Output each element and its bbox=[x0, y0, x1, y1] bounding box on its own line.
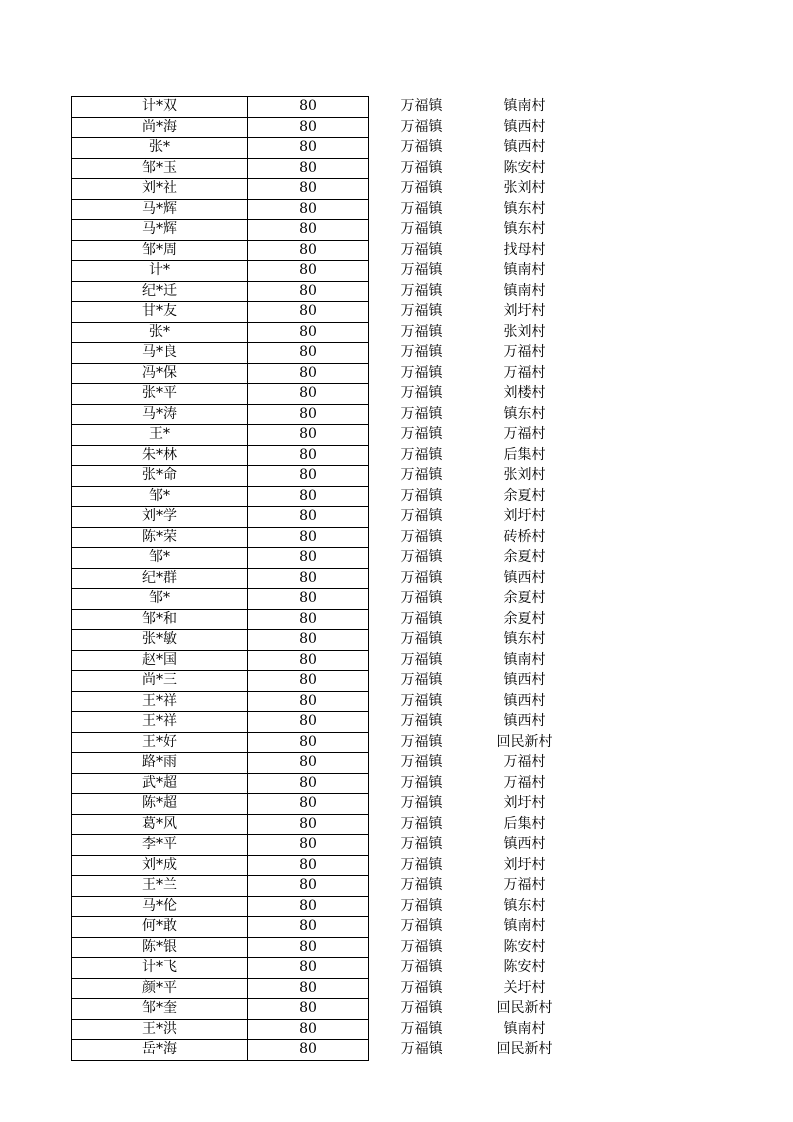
amount-cell: 80 bbox=[248, 281, 369, 302]
name-cell: 马*伦 bbox=[72, 896, 248, 917]
town-cell: 万福镇 bbox=[400, 241, 443, 258]
village-cell: 余夏村 bbox=[503, 590, 546, 606]
name-cell: 邹*奎 bbox=[72, 999, 248, 1020]
village-cell: 陈安村 bbox=[503, 938, 546, 955]
table-row bbox=[72, 261, 575, 282]
village-cell: 镇西村 bbox=[503, 836, 546, 852]
amount-cell: 80 bbox=[248, 302, 369, 323]
table-row bbox=[72, 876, 575, 897]
town-cell: 万福镇 bbox=[400, 610, 443, 627]
name-cell: 纪*迁 bbox=[72, 281, 248, 302]
village-cell: 张刘村 bbox=[503, 467, 546, 483]
village-cell: 镇南村 bbox=[503, 1020, 546, 1037]
amount-cell: 80 bbox=[248, 322, 369, 343]
village-cell: 关圩村 bbox=[503, 979, 546, 996]
amount-cell: 80 bbox=[248, 773, 369, 794]
town-cell: 万福镇 bbox=[400, 1000, 443, 1016]
amount-cell: 80 bbox=[248, 507, 369, 528]
amount-cell: 80 bbox=[248, 363, 369, 384]
amount-cell: 80 bbox=[248, 1019, 369, 1040]
amount-cell: 80 bbox=[248, 568, 369, 589]
village-cell: 找母村 bbox=[503, 241, 546, 258]
subsidy-table bbox=[71, 96, 575, 1061]
name-cell: 王*祥 bbox=[72, 691, 248, 712]
village-cell: 镇南村 bbox=[503, 262, 546, 278]
table-row bbox=[72, 814, 575, 835]
name-cell: 张*平 bbox=[72, 384, 248, 405]
town-cell: 万福镇 bbox=[400, 426, 443, 442]
town-cell: 万福镇 bbox=[400, 303, 443, 319]
village-cell: 刘圩村 bbox=[503, 303, 546, 319]
village-cell: 镇西村 bbox=[503, 569, 546, 586]
town-cell: 万福镇 bbox=[400, 836, 443, 852]
name-cell: 朱*林 bbox=[72, 445, 248, 466]
name-cell: 张*命 bbox=[72, 466, 248, 487]
table-row bbox=[72, 220, 575, 241]
amount-cell: 80 bbox=[248, 876, 369, 897]
village-cell: 后集村 bbox=[503, 815, 546, 832]
town-cell: 万福镇 bbox=[400, 446, 443, 463]
name-cell: 纪*群 bbox=[72, 568, 248, 589]
amount-cell: 80 bbox=[248, 404, 369, 425]
village-cell: 万福村 bbox=[503, 877, 546, 893]
amount-cell: 80 bbox=[248, 794, 369, 815]
town-cell: 万福镇 bbox=[400, 344, 443, 360]
town-cell: 万福镇 bbox=[400, 405, 443, 422]
name-cell: 邹* bbox=[72, 548, 248, 569]
village-cell: 张刘村 bbox=[503, 323, 546, 340]
village-cell: 镇西村 bbox=[503, 139, 546, 155]
amount-cell: 80 bbox=[248, 896, 369, 917]
table-row bbox=[72, 97, 575, 118]
table-row bbox=[72, 158, 575, 179]
town-cell: 万福镇 bbox=[400, 815, 443, 832]
name-cell: 王*祥 bbox=[72, 712, 248, 733]
town-cell: 万福镇 bbox=[400, 651, 443, 668]
name-cell: 路*雨 bbox=[72, 753, 248, 774]
town-cell: 万福镇 bbox=[400, 364, 443, 381]
table-row bbox=[72, 896, 575, 917]
town-cell: 万福镇 bbox=[400, 467, 443, 483]
table-row bbox=[72, 958, 575, 979]
table-row bbox=[72, 691, 575, 712]
town-cell: 万福镇 bbox=[400, 692, 443, 709]
town-cell: 万福镇 bbox=[400, 385, 443, 401]
name-cell: 马*涛 bbox=[72, 404, 248, 425]
table-row bbox=[72, 732, 575, 753]
name-cell: 尚*三 bbox=[72, 671, 248, 692]
amount-cell: 80 bbox=[248, 958, 369, 979]
village-cell: 万福村 bbox=[503, 774, 546, 791]
town-cell: 万福镇 bbox=[400, 959, 443, 975]
amount-cell: 80 bbox=[248, 630, 369, 651]
village-cell: 余夏村 bbox=[503, 487, 546, 504]
town-cell: 万福镇 bbox=[400, 221, 443, 237]
name-cell: 计*双 bbox=[72, 97, 248, 118]
town-cell: 万福镇 bbox=[400, 877, 443, 893]
town-cell: 万福镇 bbox=[400, 856, 443, 873]
table-row bbox=[72, 855, 575, 876]
village-cell: 刘圩村 bbox=[503, 795, 546, 811]
amount-cell: 80 bbox=[248, 609, 369, 630]
town-cell: 万福镇 bbox=[400, 590, 443, 606]
town-cell: 万福镇 bbox=[400, 795, 443, 811]
amount-cell: 80 bbox=[248, 199, 369, 220]
name-cell: 邹*周 bbox=[72, 240, 248, 261]
table-row bbox=[72, 978, 575, 999]
table-row bbox=[72, 466, 575, 487]
town-cell: 万福镇 bbox=[400, 262, 443, 278]
village-cell: 砖桥村 bbox=[503, 528, 546, 545]
table-row bbox=[72, 527, 575, 548]
table-row bbox=[72, 568, 575, 589]
amount-cell: 80 bbox=[248, 466, 369, 487]
village-cell: 镇西村 bbox=[503, 713, 546, 729]
village-cell: 镇东村 bbox=[503, 405, 546, 422]
amount-cell: 80 bbox=[248, 671, 369, 692]
table-row bbox=[72, 281, 575, 302]
village-cell: 镇东村 bbox=[503, 631, 546, 647]
name-cell: 岳*海 bbox=[72, 1040, 248, 1061]
table-row bbox=[72, 835, 575, 856]
village-cell: 刘楼村 bbox=[503, 385, 546, 401]
amount-cell: 80 bbox=[248, 117, 369, 138]
table-row bbox=[72, 712, 575, 733]
village-cell: 镇南村 bbox=[503, 918, 546, 934]
amount-cell: 80 bbox=[248, 548, 369, 569]
name-cell: 刘*社 bbox=[72, 179, 248, 200]
village-cell: 镇南村 bbox=[503, 98, 546, 114]
amount-cell: 80 bbox=[248, 1040, 369, 1061]
village-cell: 镇东村 bbox=[503, 221, 546, 237]
table-row bbox=[72, 486, 575, 507]
name-cell: 计* bbox=[72, 261, 248, 282]
name-cell: 王*好 bbox=[72, 732, 248, 753]
table-row bbox=[72, 404, 575, 425]
name-cell: 陈*超 bbox=[72, 794, 248, 815]
town-cell: 万福镇 bbox=[400, 733, 443, 750]
village-cell: 陈安村 bbox=[503, 159, 546, 176]
name-cell: 王*兰 bbox=[72, 876, 248, 897]
name-cell: 陈*银 bbox=[72, 937, 248, 958]
village-cell: 镇西村 bbox=[503, 692, 546, 709]
village-cell: 余夏村 bbox=[503, 549, 546, 565]
village-cell: 刘圩村 bbox=[503, 508, 546, 524]
table-row bbox=[72, 650, 575, 671]
table-row bbox=[72, 343, 575, 364]
village-cell: 镇西村 bbox=[503, 118, 546, 135]
name-cell: 马*辉 bbox=[72, 220, 248, 241]
town-cell: 万福镇 bbox=[400, 549, 443, 565]
name-cell: 尚*海 bbox=[72, 117, 248, 138]
table-row bbox=[72, 138, 575, 159]
amount-cell: 80 bbox=[248, 937, 369, 958]
spreadsheet-page bbox=[71, 96, 575, 1061]
name-cell: 甘*友 bbox=[72, 302, 248, 323]
name-cell: 武*超 bbox=[72, 773, 248, 794]
town-cell: 万福镇 bbox=[400, 569, 443, 586]
amount-cell: 80 bbox=[248, 978, 369, 999]
name-cell: 马*良 bbox=[72, 343, 248, 364]
name-cell: 赵*国 bbox=[72, 650, 248, 671]
town-cell: 万福镇 bbox=[400, 180, 443, 196]
amount-cell: 80 bbox=[248, 425, 369, 446]
village-cell: 镇南村 bbox=[503, 282, 546, 299]
table-row bbox=[72, 1019, 575, 1040]
village-cell: 回民新村 bbox=[496, 1000, 553, 1016]
table-row bbox=[72, 507, 575, 528]
village-cell: 万福村 bbox=[503, 364, 546, 381]
town-cell: 万福镇 bbox=[400, 139, 443, 155]
table-row bbox=[72, 917, 575, 938]
table-row bbox=[72, 425, 575, 446]
village-cell: 后集村 bbox=[503, 446, 546, 463]
name-cell: 计*飞 bbox=[72, 958, 248, 979]
name-cell: 马*辉 bbox=[72, 199, 248, 220]
name-cell: 刘*成 bbox=[72, 855, 248, 876]
amount-cell: 80 bbox=[248, 753, 369, 774]
town-cell: 万福镇 bbox=[400, 159, 443, 176]
amount-cell: 80 bbox=[248, 343, 369, 364]
village-cell: 万福村 bbox=[503, 344, 546, 360]
table-row bbox=[72, 302, 575, 323]
name-cell: 何*敢 bbox=[72, 917, 248, 938]
amount-cell: 80 bbox=[248, 691, 369, 712]
name-cell: 张* bbox=[72, 322, 248, 343]
table-row bbox=[72, 999, 575, 1020]
name-cell: 邹*玉 bbox=[72, 158, 248, 179]
town-cell: 万福镇 bbox=[400, 487, 443, 504]
village-cell: 万福村 bbox=[503, 754, 546, 770]
name-cell: 李*平 bbox=[72, 835, 248, 856]
village-cell: 万福村 bbox=[503, 426, 546, 442]
name-cell: 张* bbox=[72, 138, 248, 159]
amount-cell: 80 bbox=[248, 445, 369, 466]
table-row bbox=[72, 179, 575, 200]
amount-cell: 80 bbox=[248, 589, 369, 610]
name-cell: 张*敏 bbox=[72, 630, 248, 651]
table-row bbox=[72, 937, 575, 958]
village-cell: 陈安村 bbox=[503, 959, 546, 975]
table-row bbox=[72, 630, 575, 651]
amount-cell: 80 bbox=[248, 999, 369, 1020]
table-row bbox=[72, 548, 575, 569]
table-row bbox=[72, 240, 575, 261]
name-cell: 邹*和 bbox=[72, 609, 248, 630]
village-cell: 镇东村 bbox=[503, 897, 546, 914]
name-cell: 邹* bbox=[72, 589, 248, 610]
amount-cell: 80 bbox=[248, 138, 369, 159]
amount-cell: 80 bbox=[248, 97, 369, 118]
table-row bbox=[72, 363, 575, 384]
town-cell: 万福镇 bbox=[400, 1041, 443, 1057]
name-cell: 王* bbox=[72, 425, 248, 446]
name-cell: 刘*学 bbox=[72, 507, 248, 528]
amount-cell: 80 bbox=[248, 486, 369, 507]
amount-cell: 80 bbox=[248, 261, 369, 282]
name-cell: 颜*平 bbox=[72, 978, 248, 999]
amount-cell: 80 bbox=[248, 732, 369, 753]
table-row bbox=[72, 1040, 575, 1061]
amount-cell: 80 bbox=[248, 855, 369, 876]
village-cell: 余夏村 bbox=[503, 610, 546, 627]
town-cell: 万福镇 bbox=[400, 979, 443, 996]
village-cell: 镇东村 bbox=[503, 200, 546, 217]
table-row bbox=[72, 322, 575, 343]
town-cell: 万福镇 bbox=[400, 918, 443, 934]
town-cell: 万福镇 bbox=[400, 282, 443, 299]
village-cell: 刘圩村 bbox=[503, 856, 546, 873]
name-cell: 冯*保 bbox=[72, 363, 248, 384]
name-cell: 王*洪 bbox=[72, 1019, 248, 1040]
town-cell: 万福镇 bbox=[400, 200, 443, 217]
town-cell: 万福镇 bbox=[400, 118, 443, 135]
amount-cell: 80 bbox=[248, 240, 369, 261]
village-cell: 回民新村 bbox=[496, 1041, 553, 1057]
table-row bbox=[72, 199, 575, 220]
table-body bbox=[72, 97, 575, 1061]
table-row bbox=[72, 589, 575, 610]
amount-cell: 80 bbox=[248, 835, 369, 856]
village-cell: 张刘村 bbox=[503, 180, 546, 196]
town-cell: 万福镇 bbox=[400, 774, 443, 791]
table-row bbox=[72, 609, 575, 630]
amount-cell: 80 bbox=[248, 650, 369, 671]
name-cell: 邹* bbox=[72, 486, 248, 507]
amount-cell: 80 bbox=[248, 527, 369, 548]
amount-cell: 80 bbox=[248, 712, 369, 733]
village-cell: 镇南村 bbox=[503, 651, 546, 668]
town-cell: 万福镇 bbox=[400, 323, 443, 340]
amount-cell: 80 bbox=[248, 917, 369, 938]
town-cell: 万福镇 bbox=[400, 754, 443, 770]
table-row bbox=[72, 794, 575, 815]
town-cell: 万福镇 bbox=[400, 672, 443, 688]
town-cell: 万福镇 bbox=[400, 938, 443, 955]
table-row bbox=[72, 384, 575, 405]
amount-cell: 80 bbox=[248, 220, 369, 241]
town-cell: 万福镇 bbox=[400, 713, 443, 729]
table-row bbox=[72, 753, 575, 774]
amount-cell: 80 bbox=[248, 158, 369, 179]
table-row bbox=[72, 445, 575, 466]
name-cell: 陈*荣 bbox=[72, 527, 248, 548]
amount-cell: 80 bbox=[248, 384, 369, 405]
town-cell: 万福镇 bbox=[400, 98, 443, 114]
table-row bbox=[72, 671, 575, 692]
amount-cell: 80 bbox=[248, 179, 369, 200]
village-cell: 镇西村 bbox=[503, 672, 546, 688]
town-cell: 万福镇 bbox=[400, 528, 443, 545]
table-row bbox=[72, 773, 575, 794]
town-cell: 万福镇 bbox=[400, 897, 443, 914]
town-cell: 万福镇 bbox=[400, 631, 443, 647]
amount-cell: 80 bbox=[248, 814, 369, 835]
village-cell: 回民新村 bbox=[496, 733, 553, 750]
town-cell: 万福镇 bbox=[400, 1020, 443, 1037]
town-cell: 万福镇 bbox=[400, 508, 443, 524]
table-row bbox=[72, 117, 575, 138]
name-cell: 葛*风 bbox=[72, 814, 248, 835]
